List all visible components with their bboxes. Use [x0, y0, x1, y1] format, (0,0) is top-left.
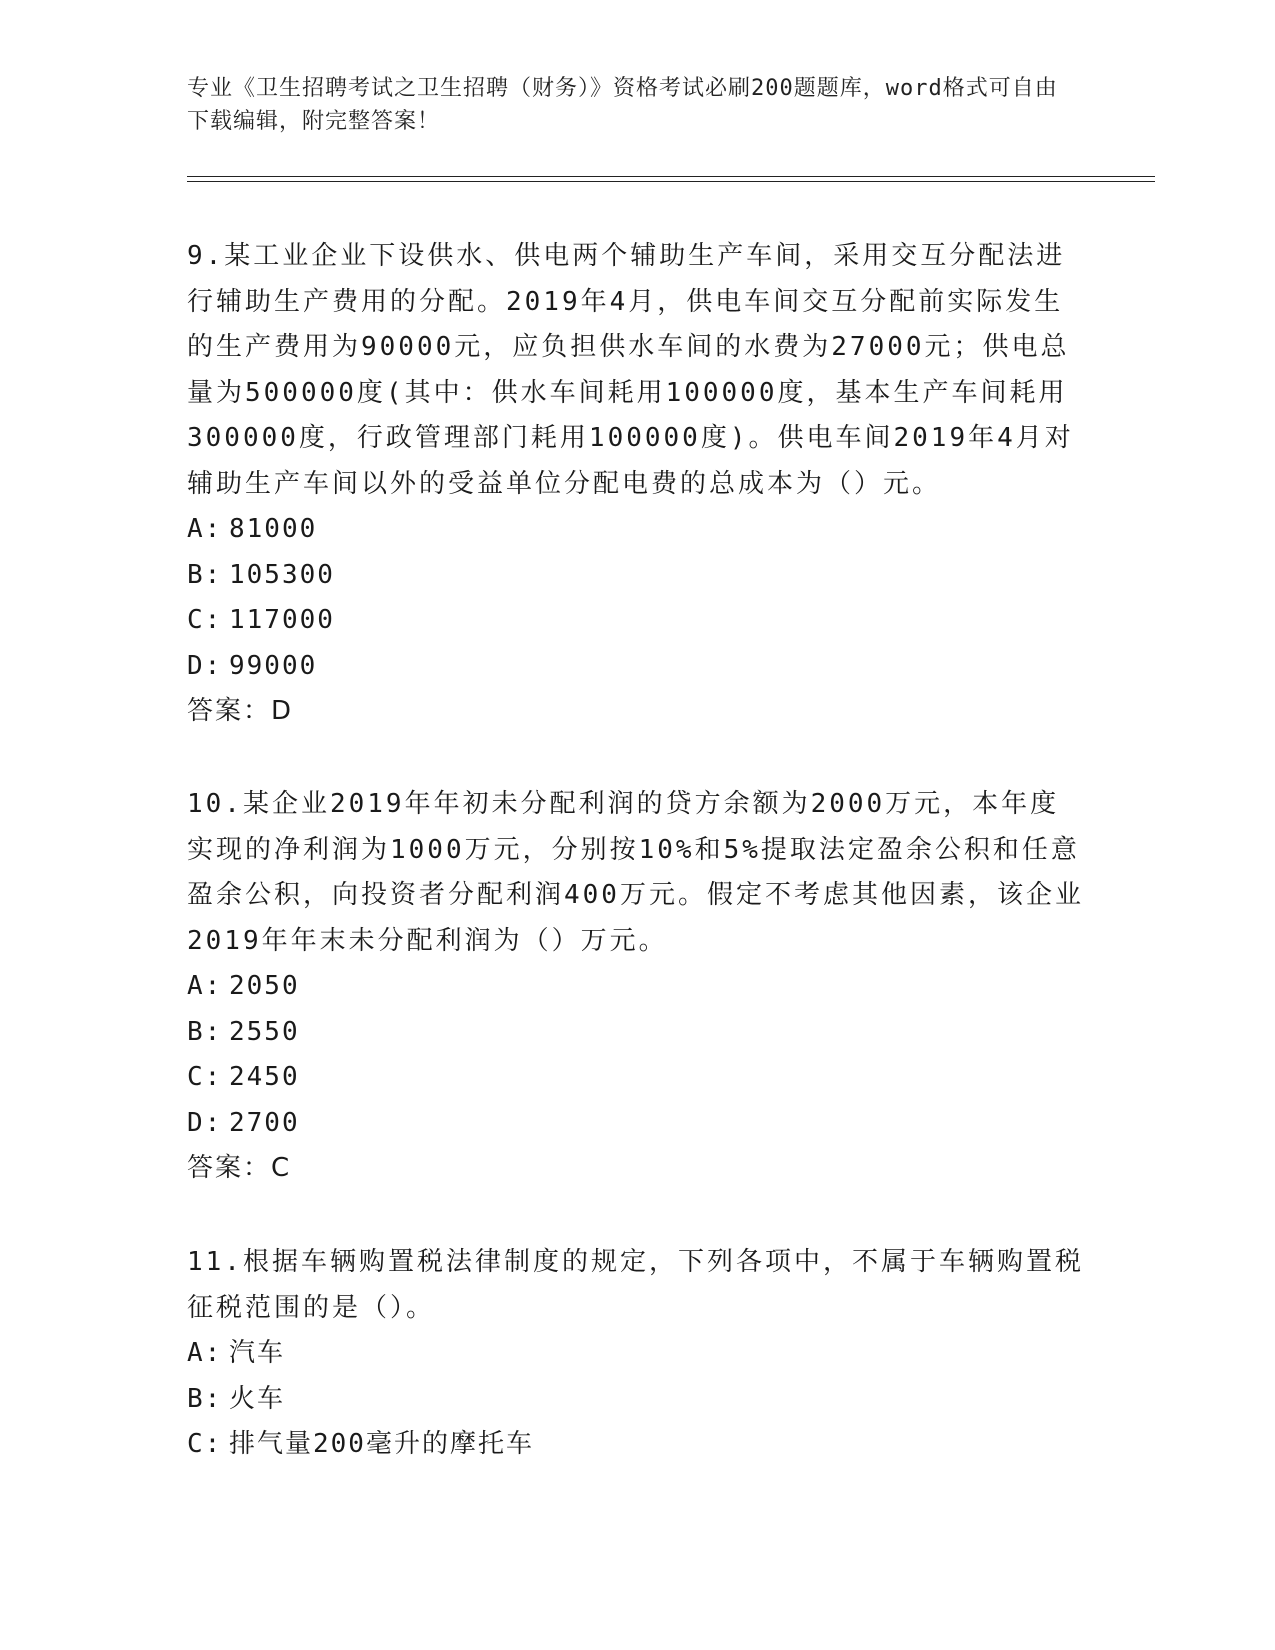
document-header: 专业《卫生招聘考试之卫生招聘（财务）》资格考试必刷200题题库，word格式可自由下载编辑，附完整答案！ [187, 76, 1058, 134]
option-key: C: [187, 1429, 223, 1459]
header-divider-bottom [187, 181, 1155, 182]
option-a [187, 964, 1087, 1010]
option-c [187, 598, 1087, 644]
option-key: C: [187, 1062, 223, 1092]
option-d [187, 644, 1087, 690]
option-key: C: [187, 605, 223, 635]
option-key: D: [187, 650, 223, 681]
option-text: 2450 [229, 1062, 300, 1092]
option-d [187, 1101, 1087, 1147]
option-text: 汽车 [229, 1338, 286, 1368]
option-text: 117000 [229, 605, 335, 635]
option-key: A: [187, 971, 223, 1001]
option-text: 排气量200毫升的摩托车 [229, 1429, 534, 1459]
option-key: B: [187, 1016, 223, 1047]
option-b [187, 1010, 1087, 1056]
option-text: 火车 [229, 1383, 286, 1414]
option-key: B: [187, 1383, 223, 1414]
option-key: D: [187, 1107, 223, 1138]
option-text: 2050 [229, 971, 300, 1001]
header-divider-top [187, 176, 1155, 177]
option-a [187, 507, 1087, 553]
option-key: B: [187, 559, 223, 590]
question-9 [187, 234, 1087, 735]
option-key: A: [187, 1338, 223, 1368]
option-key: A: [187, 514, 223, 544]
option-c [187, 1055, 1087, 1101]
option-text: 2700 [229, 1107, 300, 1138]
option-a [187, 1331, 1087, 1377]
answer-line: 答案：C [187, 1153, 292, 1183]
question-stem: 11.根据车辆购置税法律制度的规定，下列各项中，不属于车辆购置税征税范围的是（）。 [187, 1247, 1084, 1323]
option-text: 2550 [229, 1016, 300, 1047]
question-10 [187, 782, 1087, 1192]
question-stem: 9.某工业企业下设供水、供电两个辅助生产车间，采用交互分配法进行辅助生产费用的分配。2019年4月，供电车间交互分配前实际发生的生产费用为90000元，应负担供水车间的水费为27000元；供电总量为500000度(其中：供水车间耗用100000度，基本生产车间耗用300000度，行政管理部门耗用100000度)。供电车间2019年4月对辅助生产车间以外的受益单位分配电费的总成本为（）元。 [187, 241, 1074, 499]
question-stem: 10.某企业2019年年初未分配利润的贷方余额为2000万元，本年度实现的净利润为1000万元，分别按10%和5%提取法定盈余公积和任意盈余公积，向投资者分配利润400万元。假定不考虑其他因素，该企业2019年年末未分配利润为（）万元。 [187, 789, 1084, 956]
option-text: 105300 [229, 559, 335, 590]
option-c [187, 1422, 1087, 1468]
option-text: 81000 [229, 514, 318, 544]
option-b [187, 1377, 1087, 1423]
answer-line: 答案：D [187, 696, 294, 726]
question-11 [187, 1240, 1087, 1468]
option-text: 99000 [229, 650, 318, 681]
option-b [187, 553, 1087, 599]
